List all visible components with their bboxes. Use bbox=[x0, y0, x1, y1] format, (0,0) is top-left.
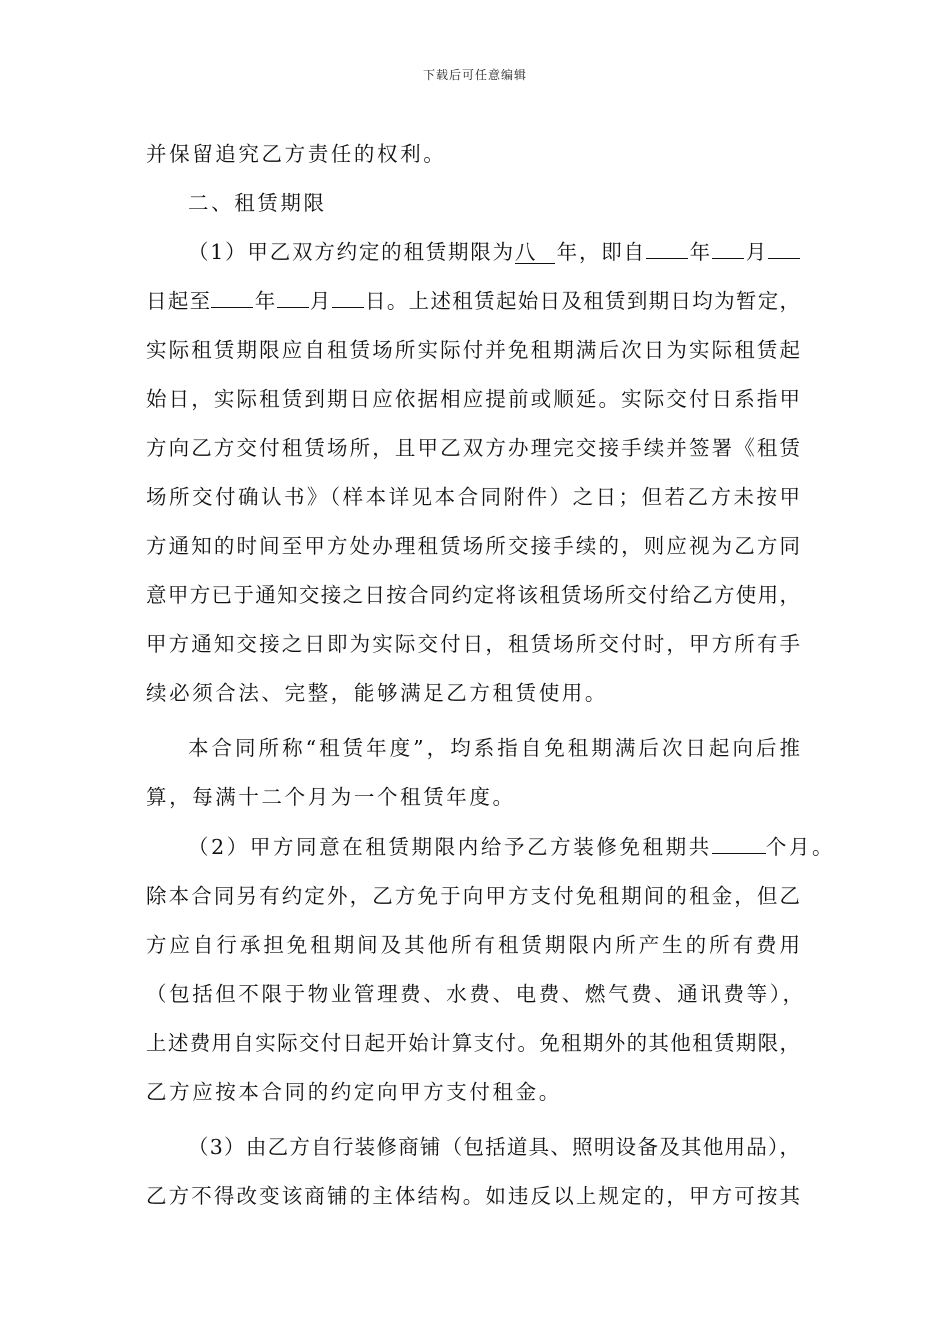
start-day-blank bbox=[768, 258, 800, 259]
text-run: 日起至 bbox=[146, 289, 212, 313]
paragraph-line: 上述费用自实际交付日起开始计算支付。免租期外的其他租赁期限， bbox=[146, 1031, 800, 1055]
paragraph-line: 意甲方已于通知交接之日按合同约定将该租赁场所交付给乙方使用， bbox=[146, 583, 800, 607]
text-run: 月 bbox=[308, 289, 332, 313]
page-header: 下载后可任意编辑 bbox=[422, 68, 527, 82]
end-month-blank bbox=[277, 307, 309, 308]
paragraph-line: 本合同所称“租赁年度”，均系指自免租期满后次日起向后推 bbox=[188, 736, 800, 760]
text-run: 年，即自 bbox=[554, 240, 646, 264]
paragraph-line: 方向乙方交付租赁场所，且甲乙双方办理完交接手续并签署《租赁 bbox=[146, 436, 800, 460]
end-year-blank bbox=[211, 307, 253, 308]
paragraph-line: 除本合同另有约定外，乙方免于向甲方支付免租期间的租金，但乙 bbox=[146, 884, 800, 908]
text-run: （2）甲方同意在租赁期限内给予乙方装修免租期共 bbox=[188, 835, 712, 859]
paragraph-line bbox=[146, 289, 800, 313]
rent-free-months-blank bbox=[712, 853, 766, 854]
paragraph-line: 实际租赁期限应自租赁场所实际付并免租期满后次日为实际租赁起 bbox=[146, 338, 800, 362]
paragraph-line: 乙方应按本合同的约定向甲方支付租金。 bbox=[146, 1080, 562, 1104]
start-month-blank bbox=[712, 258, 744, 259]
text-run: 年 bbox=[687, 240, 712, 264]
paragraph-line: 并保留追究乙方责任的权利。 bbox=[146, 142, 447, 166]
paragraph-line: 算，每满十二个月为一个租赁年度。 bbox=[146, 785, 516, 809]
paragraph-line: 甲方通知交接之日即为实际交付日，租赁场所交付时，甲方所有手 bbox=[146, 632, 800, 656]
clause-1-first-line bbox=[188, 240, 800, 264]
paragraph-line: 方通知的时间至甲方处办理租赁场所交接手续的，则应视为乙方同 bbox=[146, 534, 800, 558]
paragraph-line: 乙方不得改变该商铺的主体结构。如违反以上规定的，甲方可按其 bbox=[146, 1184, 800, 1208]
text-run: 月 bbox=[743, 240, 769, 264]
text-run: 年 bbox=[253, 289, 277, 313]
text-run: 日。上述租赁起始日及租赁到期日均为暂定， bbox=[363, 289, 801, 313]
lease-years-blank: 八 bbox=[515, 241, 555, 264]
end-day-blank bbox=[332, 307, 364, 308]
paragraph-line: （包括但不限于物业管理费、水费、电费、燃气费、通讯费等）， bbox=[146, 982, 806, 1006]
text-run: 个月。 bbox=[765, 835, 836, 859]
text-run: （1）甲乙双方约定的租赁期限为 bbox=[188, 240, 515, 264]
start-year-blank bbox=[646, 258, 688, 259]
paragraph-line: 始日，实际租赁到期日应依据相应提前或顺延。实际交付日系指甲 bbox=[146, 387, 800, 411]
clause-3-first-line: （3）由乙方自行装修商铺（包括道具、照明设备及其他用品）， bbox=[188, 1135, 800, 1159]
paragraph-line: 续必须合法、完整，能够满足乙方租赁使用。 bbox=[146, 681, 608, 705]
clause-2-first-line bbox=[188, 835, 835, 859]
paragraph-line: 场所交付确认书》（样本详见本合同附件）之日；但若乙方未按甲 bbox=[146, 485, 800, 509]
paragraph-line: 方应自行承担免租期间及其他所有租赁期限内所产生的所有费用 bbox=[146, 933, 800, 957]
section-heading: 二、租赁期限 bbox=[188, 191, 327, 215]
